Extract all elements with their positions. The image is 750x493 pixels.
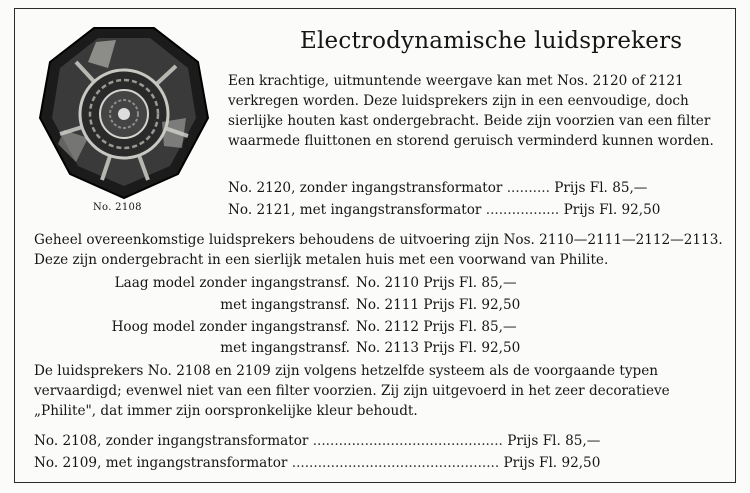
model-number: No. 2111 <box>356 297 420 313</box>
intro-paragraph: Een krachtige, uitmuntende weergave kan met Nos. 2120 of 2121 verkregen worden. Deze luidsprekers zijn in een eenvoudige, doch sierlijke houten kast ondergebracht. Beide zijn voorzien van een filter waarmede fluittonen en storend geruisch verminderd kunnen worden. <box>228 73 714 149</box>
price-row-2108 <box>34 431 600 451</box>
loudspeaker-image <box>36 22 211 202</box>
leader-dots: .......... <box>506 180 550 196</box>
price-value: Prijs Fl. 92,50 <box>423 340 521 356</box>
model-row-2111 <box>356 295 520 315</box>
image-caption: No. 2108 <box>93 202 142 213</box>
model-number: No. 2112 <box>356 319 420 335</box>
leader-dots: ................................................ <box>291 455 500 471</box>
price-value: Prijs Fl. 85,— <box>423 275 517 291</box>
leader-dots: ................. <box>485 202 560 218</box>
model-row-2112 <box>356 317 517 337</box>
model-number: No. 2113 <box>356 340 420 356</box>
price-label: No. 2121, met ingangstransformator <box>228 202 482 218</box>
leader-dots: ............................................ <box>312 433 503 449</box>
price-value: Prijs Fl. 92,50 <box>423 297 521 313</box>
model-prefix: Hoog model zonder ingangstransf. <box>111 319 350 335</box>
body-paragraph-2: Geheel overeenkomstige luidsprekers behoudens de uitvoering zijn Nos. 2110—2111—2112—2113. Deze zijn ondergebracht in een sierlijk metalen huis met een voorwand van Philite. <box>34 232 723 268</box>
price-label: No. 2120, zonder ingangstransformator <box>228 180 503 196</box>
model-prefix: Laag model zonder ingangstransf. <box>114 275 350 291</box>
body-paragraph-3: De luidsprekers No. 2108 en 2109 zijn volgens hetzelfde systeem als de voorgaande typen vervaardigd; evenwel niet van een filter voorzien. Zij zijn uitgevoerd in het zeer decoratieve „Philite", dat immer zijn oorspronkelijke kleur behoudt. <box>34 363 670 419</box>
price-label: No. 2108, zonder ingangstransformator <box>34 433 309 449</box>
model-number: No. 2110 <box>356 275 420 291</box>
model-prefix: met ingangstransf. <box>220 297 350 313</box>
page-title: Electrodynamische luidsprekers <box>300 28 683 54</box>
price-row-2109 <box>34 453 600 473</box>
price-row-2120 <box>228 178 647 198</box>
model-prefix: met ingangstransf. <box>220 340 350 356</box>
price-value: Prijs Fl. 85,— <box>507 433 601 449</box>
price-value: Prijs Fl. 85,— <box>423 319 517 335</box>
price-label: No. 2109, met ingangstransformator <box>34 455 288 471</box>
price-row-2121 <box>228 200 660 220</box>
price-value: Prijs Fl. 92,50 <box>503 455 601 471</box>
model-row-2110 <box>356 273 517 293</box>
model-row-2113 <box>356 338 520 358</box>
price-value: Prijs Fl. 92,50 <box>563 202 661 218</box>
price-value: Prijs Fl. 85,— <box>554 180 648 196</box>
